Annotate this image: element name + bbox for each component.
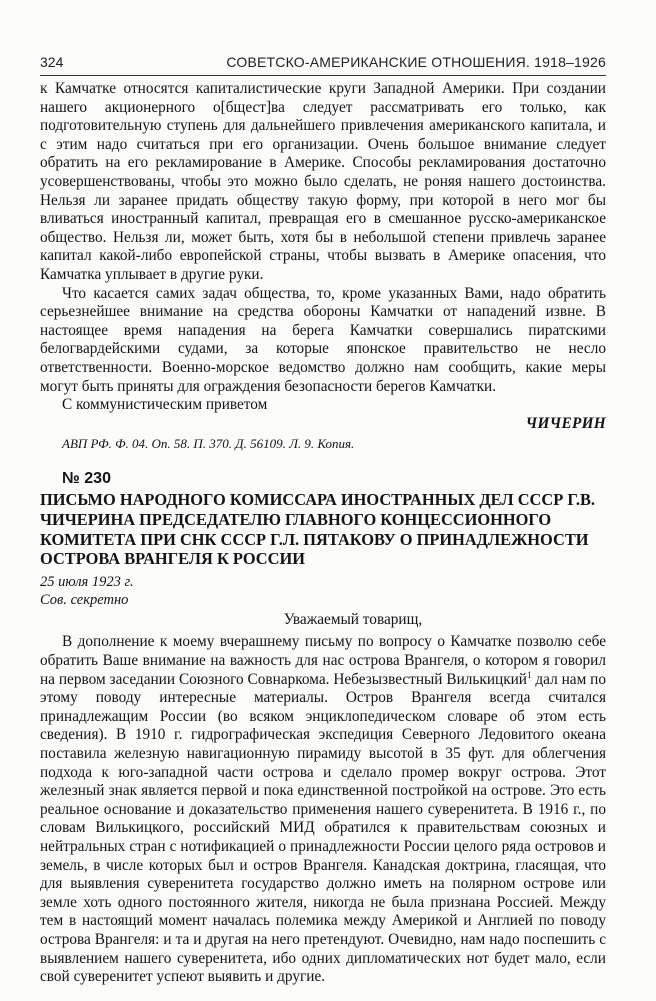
salutation: Уважаемый товарищ,: [283, 610, 423, 628]
signature: ЧИЧЕРИН: [525, 414, 606, 432]
running-title: СОВЕТСКО-АМЕРИКАНСКИЕ ОТНОШЕНИЯ. 1918–1926: [226, 54, 606, 70]
running-header: [40, 54, 606, 74]
page-number: 324: [40, 54, 64, 70]
closing-greeting: С коммунистическим приветом: [62, 396, 268, 414]
document-number: № 230: [62, 469, 111, 487]
letter-body: [40, 633, 606, 986]
page-body: [40, 80, 606, 987]
paragraph-continuation: к Камчатке относятся капиталистические круги Западной Америки. При создании нашего акционерного о[бщест]ва следует рассматривать его только, как подготовительную ступень для дальнейшего привлечения американского капитала, и с этим надо считаться при его организации. Очень большое внимание следует обратить на его рекламирование в Америке. Способы рекламирования достаточно усовершенствованы, чтобы это можно было сделать, не роняя нашего достоинства. Нельзя ли заранее придать обществу такую форму, при которой в него мог бы вливаться иностранный капитал, превращая его в смешанное русско-американское общество. Нельзя ли, может быть, хотя бы в небольшой степени привлечь заранее капитал какой-либо европейской страны, чтобы вызвать в Америке опасения, что Камчатка уплывает в другие руки.: [40, 80, 606, 283]
header-rule: [40, 75, 606, 76]
archive-reference: АВП РФ. Ф. 04. Оп. 58. П. 370. Д. 56109. Л. 9. Копия.: [62, 436, 355, 452]
letter-body-part2: дал нам по этому поводу интересные материалы. Остров Врангеля всегда считался принадлежащим России (во всяком энциклопедическом словаре об этом есть сведения). В 1910 г. гидрографическая экспедиция Северного Ледовитого океана поставила железную навигационную пирамиду высотой в 35 фут. для облегчения подхода к юго-западной части острова и сделало промер вокруг острова. Этот железный знак является первой и пока единственной постройкой на острове. Это есть реальное основание и доказательство применения нашего суверенитета. В 1916 г., по словам Вилькицкого, российский МИД обратился к правительствам союзных и нейтральных стран с нотификацией о принадлежности России целого ряда островов и земель, в числе которых был и остров Врангеля. Канадская доктрина, гласящая, что для выявления суверенитета государство должно иметь на полярном острове или земле хоть одного постоянного жителя, никогда не была признана Россией. Между тем в настоящий момент началась полемика между Америкой и Англией по поводу острова Врангеля: и та и другая на него претендуют. Очевидно, нам надо поспешить с выявлением нашего суверенитета, ибо одних дипломатических нот будет мало, если свой суверенитет успеют выявить и другие.: [40, 670, 606, 986]
document-date: 25 июля 1923 г.: [40, 573, 134, 590]
letter-body-part1: В дополнение к моему вчерашнему письму по вопросу о Камчатке позволю себе обратить Ваше внимание на важность для нас острова Врангеля, о котором я говорил на первом заседании Союзного Совнаркома. Небезызвестный Вилькицкий: [40, 633, 606, 688]
footnote-marker: 1: [527, 669, 532, 680]
classification-stamp: Сов. секретно: [40, 591, 129, 608]
document-title: ПИСЬМО НАРОДНОГО КОМИССАРА ИНОСТРАННЫХ ДЕЛ СССР Г.В. ЧИЧЕРИНА ПРЕДСЕДАТЕЛЮ ГЛАВНОГО КОНЦЕССИОННОГО КОМИТЕТА ПРИ СНК СССР Г.Л. ПЯТАКОВУ О ПРИНАДЛЕЖНОСТИ ОСТРОВА ВРАНГЕЛЯ К РОССИИ: [40, 490, 596, 569]
paragraph: Что касается самих задач общества, то, кроме указанных Вами, надо обратить серьезнейшее внимание на средства обороны Камчатки от нападений извне. В настоящее время нападения на берега Камчатки совершались пиратскими белогвардейскими судами, за которые японское правительство не несло ответственности. Военно-морское ведомство должно нам сообщить, какие меры могут быть приняты для ограждения безопасности берегов Камчатки.: [40, 284, 606, 395]
